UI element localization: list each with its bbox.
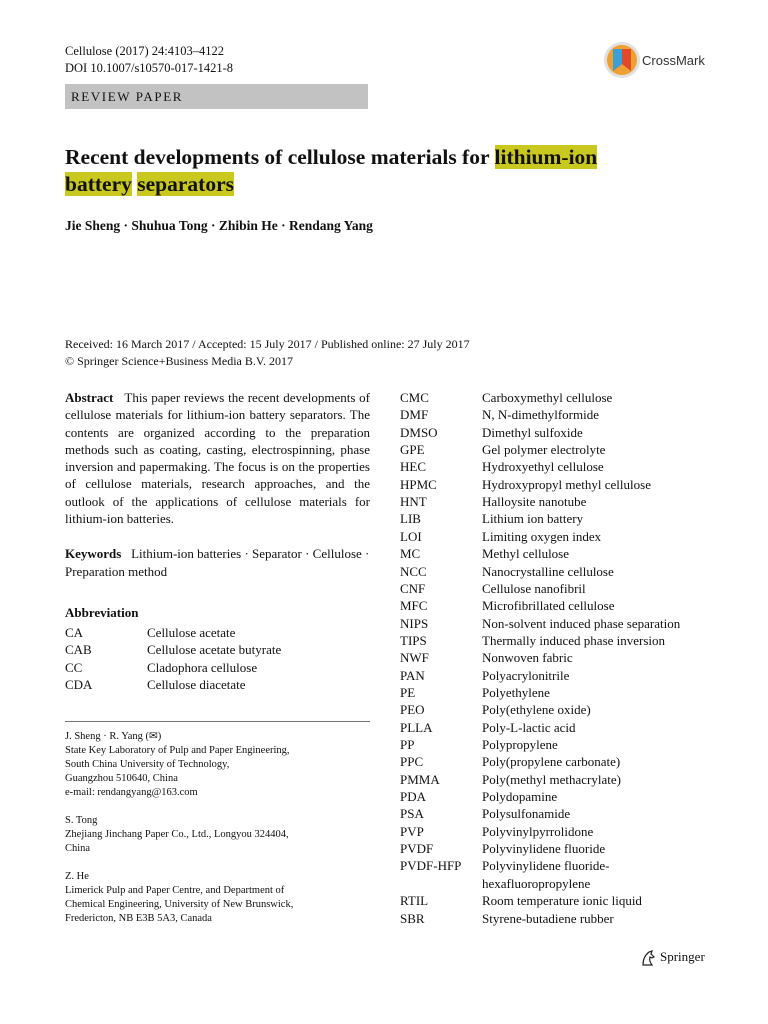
crossmark-icon: [602, 40, 642, 80]
abbreviation-definition: Nanocrystalline cellulose: [482, 563, 614, 579]
abbreviation-term: RTIL: [400, 893, 429, 909]
abbreviation-definition: Microfibrillated cellulose: [482, 598, 615, 614]
affiliation-line: Chemical Engineering, University of New Brunswick,: [65, 899, 294, 910]
affiliation-block-2: [65, 814, 370, 856]
abbreviation-term: PMMA: [400, 771, 440, 787]
abbreviation-term: PDA: [400, 789, 427, 805]
publisher-name: Springer: [660, 949, 705, 964]
affiliation-line: South China University of Technology,: [65, 759, 230, 770]
abbreviation-term: GPE: [400, 442, 425, 458]
abbreviation-heading: Abbreviation: [65, 605, 139, 620]
abbreviation-term: DMSO: [400, 424, 438, 440]
abbreviation-definition: Non-solvent induced phase separation: [482, 615, 681, 631]
abbreviation-definition: Polyvinylpyrrolidone: [482, 823, 594, 839]
abbreviation-definition: Room temperature ionic liquid: [482, 893, 642, 909]
affiliation-line: State Key Laboratory of Pulp and Paper Engineering,: [65, 745, 290, 756]
abbreviation-definition: Cladophora cellulose: [147, 659, 258, 675]
abbreviation-term: LIB: [400, 511, 421, 527]
dates-line: Received: 16 March 2017 / Accepted: 15 July 2017 / Published online: 27 July 2017: [65, 337, 470, 351]
abbreviation-term: CA: [65, 625, 84, 640]
abbreviation-definition: Limiting oxygen index: [482, 528, 602, 544]
keywords-heading: Keywords: [65, 546, 122, 561]
abbreviation-definition: Poly(ethylene oxide): [482, 702, 591, 718]
article-type-banner: REVIEW PAPER: [65, 84, 368, 109]
publication-dates: [65, 336, 470, 370]
abbreviation-definition: Polyethylene: [482, 684, 550, 700]
abbreviation-definition: Polydopamine: [482, 789, 558, 805]
abbreviation-definition: Thermally induced phase inversion: [482, 632, 666, 648]
affiliation-line: Fredericton, NB E3B 5A3, Canada: [65, 913, 212, 924]
abbreviation-definition: Polysulfonamide: [482, 806, 571, 822]
affiliation-line: China: [65, 843, 91, 854]
abbreviation-term: PSA: [400, 806, 424, 822]
springer-horse-icon: [640, 949, 656, 967]
abbreviation-definition: Nonwoven fabric: [482, 650, 573, 666]
title-highlight-3: separators: [137, 172, 234, 196]
abstract: [65, 389, 370, 527]
abbreviation-term: CDA: [65, 677, 93, 693]
abbreviation-term: PVDF: [400, 841, 434, 857]
abbreviation-term: HEC: [400, 459, 426, 475]
abbreviation-term: DMF: [400, 407, 429, 423]
abbreviation-term: CMC: [400, 390, 429, 405]
abbreviation-definition: Polypropylene: [482, 737, 558, 752]
abbreviation-definition: Poly-L-lactic acid: [482, 719, 576, 735]
abbreviation-definition: Dimethyl sulfoxide: [482, 424, 583, 440]
abbreviation-definition: Lithium ion battery: [482, 511, 584, 527]
abbreviation-term: NIPS: [400, 615, 429, 631]
abbreviation-definition: Cellulose acetate butyrate: [147, 642, 282, 658]
abbreviation-term: HNT: [400, 494, 427, 510]
affiliation-block-1: [65, 730, 370, 800]
abbreviation-definition: Cellulose diacetate: [147, 677, 246, 693]
abbreviation-term: MFC: [400, 598, 428, 614]
keywords: [65, 545, 370, 581]
abbreviation-definition: Hydroxypropyl methyl cellulose: [482, 476, 651, 492]
title-highlight-2: battery: [65, 172, 132, 196]
abbreviation-term: CAB: [65, 642, 92, 658]
abstract-heading: Abstract: [65, 390, 114, 405]
affiliation-line: Zhejiang Jinchang Paper Co., Ltd., Longyou 324404,: [65, 829, 289, 840]
affiliation-email[interactable]: e-mail: rendangyang@163.com: [65, 787, 198, 798]
abbreviation-term: PPC: [400, 754, 424, 770]
affiliation-line: Guangzhou 510640, China: [65, 773, 178, 784]
abbreviation-definition: Cellulose nanofibril: [482, 580, 586, 596]
abbreviation-definition: Cellulose acetate: [147, 625, 236, 640]
abbreviation-term: NWF: [400, 650, 429, 666]
publisher-logo: [640, 948, 750, 968]
article-title: [65, 144, 705, 198]
abbreviation-definition: Gel polymer electrolyte: [482, 442, 606, 458]
abbreviation-definition: Carboxymethyl cellulose: [482, 390, 613, 405]
doi[interactable]: DOI 10.1007/s10570-017-1421-8: [65, 61, 234, 75]
crossmark-badge[interactable]: [602, 40, 762, 84]
abbreviation-term: MC: [400, 546, 421, 562]
title-highlight-1: lithium-ion: [494, 145, 598, 169]
affiliation-names: S. Tong: [65, 815, 98, 826]
abstract-text: This paper reviews the recent developments of cellulose materials for lithium-ion battery separators. The contents are organized according to the preparation methods such as coating, casting, electrospinning, phase inversion and papermaking. The focus is on the properties of cellulose materials, research approaches, and the outlook of the applications of cellulose materials for lithium-ion batteries.: [65, 390, 371, 527]
abbreviation-definition: Poly(propylene carbonate): [482, 754, 621, 770]
crossmark-label: CrossMark: [642, 53, 705, 68]
abbreviation-term: PAN: [400, 667, 425, 683]
abbreviation-term: PVDF-HFP: [400, 858, 462, 874]
affiliation-names: J. Sheng · R. Yang (✉): [65, 731, 162, 742]
author-list: Jie Sheng · Shuhua Tong · Zhibin He · Rendang Yang: [65, 218, 373, 233]
abbreviation-definition: Methyl cellulose: [482, 546, 570, 562]
abbreviation-definition: Polyacrylonitrile: [482, 667, 570, 683]
abbreviation-definition-continued: hexafluoropropylene: [482, 875, 591, 891]
affiliation-divider: [65, 721, 370, 722]
affiliation-line: Limerick Pulp and Paper Centre, and Department of: [65, 885, 285, 896]
abbreviation-term: PP: [400, 737, 415, 752]
abbreviation-term: CNF: [400, 580, 426, 596]
abbreviation-term: NCC: [400, 563, 427, 579]
abbreviation-term: PVP: [400, 823, 424, 839]
abbreviation-term: SBR: [400, 910, 425, 926]
abbreviation-definition: Poly(methyl methacrylate): [482, 771, 621, 787]
keywords-text: Lithium-ion batteries · Separator · Cellulose · Preparation method: [65, 546, 370, 579]
abbreviation-definition: Styrene-butadiene rubber: [482, 910, 614, 926]
title-text: Recent developments of cellulose materials for: [65, 145, 490, 169]
abbreviation-term: LOI: [400, 528, 422, 544]
abbreviation-definition: N, N-dimethylformide: [482, 407, 599, 423]
abbreviation-term: CC: [65, 659, 83, 675]
abbreviation-term: TIPS: [400, 632, 427, 648]
copyright-line: © Springer Science+Business Media B.V. 2017: [65, 354, 293, 368]
abbreviation-term: HPMC: [400, 476, 437, 492]
abbreviation-definition: Halloysite nanotube: [482, 494, 587, 510]
abbreviation-definition: Polyvinylidene fluoride-: [482, 858, 610, 874]
journal-citation: Cellulose (2017) 24:4103–4122: [65, 44, 225, 58]
affiliation-names: Z. He: [65, 871, 89, 882]
abbreviation-term: PE: [400, 684, 416, 700]
affiliation-block-3: [65, 870, 370, 926]
abbreviation-definition: Polyvinylidene fluoride: [482, 841, 606, 857]
abbreviation-definition: Hydroxyethyl cellulose: [482, 459, 604, 475]
abbreviation-term: PLLA: [400, 719, 433, 735]
abbreviation-term: PEO: [400, 702, 425, 718]
